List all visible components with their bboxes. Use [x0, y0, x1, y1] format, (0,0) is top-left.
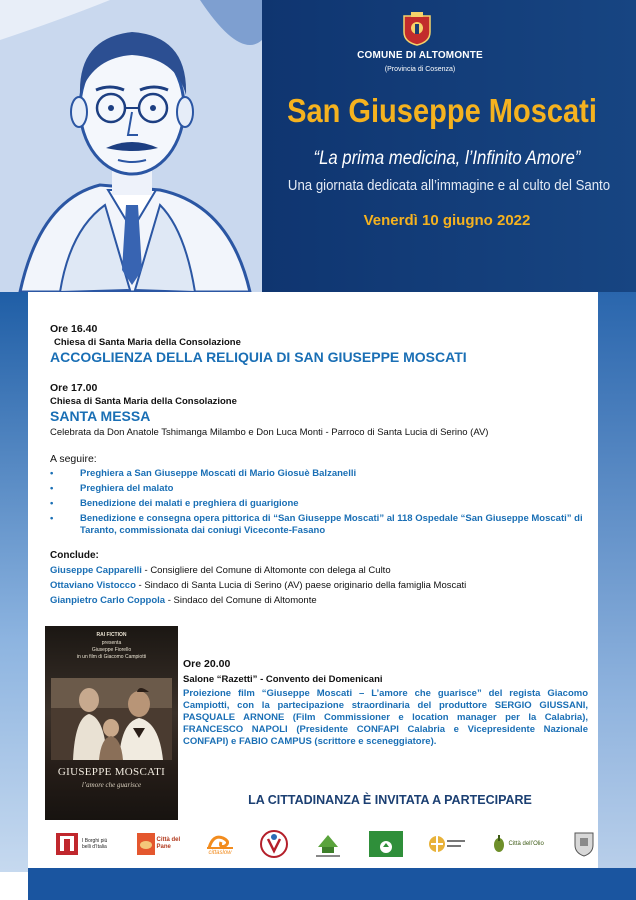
poster-subtitle: l’amore che guarisce — [81, 781, 142, 789]
event3-description: Proiezione film “Giuseppe Moscati – L’amore che guarisce” del regista Giacomo Campiotti, con la partecipazione straordinaria del produttore SERGIO GIUSSANI, PASQUALE ARNONE (Film Commissioner e location manager per la Calabria), FRANCESCO NAPOLI (Presidente CONFAPI Calabria e Vicepresidente Nazionale CONFAPI) e FABIO CAMPUS (scrittore e sceneggiatore). — [183, 688, 588, 747]
invitation-banner: LA CITTADINANZA È INVITATA A PARTECIPARE — [248, 793, 532, 807]
conclude-label: Conclude: — [50, 550, 99, 561]
event2-time: Ore 17.00 — [50, 382, 98, 394]
event2-title: SANTA MESSA — [50, 408, 151, 424]
provincia-label: (Provincia di Cosenza) — [384, 66, 456, 73]
stemma-icon — [573, 829, 595, 859]
bottom-decor-bar — [28, 868, 636, 900]
event1-time: Ore 16.40 — [50, 323, 98, 335]
citta-olio-icon: Città dell’Olio — [492, 829, 549, 859]
emblem-icon — [260, 829, 288, 859]
event3-place: Salone “Razetti” - Convento dei Domenicani — [183, 674, 383, 685]
cittaslow-icon: cittaslow — [205, 829, 235, 859]
comune-name: COMUNE DI ALTOMONTE — [357, 50, 483, 61]
header-banner — [0, 0, 636, 292]
poster-director: in un film di Giacomo Campiotti — [76, 654, 147, 660]
event3-time: Ore 20.00 — [183, 658, 231, 670]
right-decor-bar — [598, 292, 636, 872]
event1-place: Chiesa di Santa Maria della Consolazione — [54, 337, 241, 348]
santuario-icon — [427, 829, 467, 859]
borghi-icon: I Borghi più belli d’Italia — [55, 829, 112, 859]
poster-producer: RAI FICTION — [96, 632, 127, 638]
subtitle: Una giornata dedicata all’immagine e al culto del Santo — [287, 177, 611, 194]
villaggi-icon — [312, 829, 344, 859]
bullet-icon: • — [50, 483, 54, 494]
page-title: San Giuseppe Moscati — [287, 92, 597, 129]
event2-celebrants: Celebrata da Don Anatole Tshimanga Milambo e Don Luca Monti - Parroco di Santa Lucia di Serino (AV) — [50, 427, 489, 438]
motto: “La prima medicina, l’Infinito Amore” — [313, 148, 581, 169]
event2-place: Chiesa di Santa Maria della Consolazione — [50, 396, 237, 407]
poster-presents: presenta — [101, 640, 122, 646]
left-decor-bar — [0, 292, 28, 872]
list-item: Giuseppe Capparelli - Consigliere del Comune di Altomonte con delega al Culto — [50, 565, 391, 576]
header-title-panel — [262, 0, 636, 292]
list-item: Gianpietro Carlo Coppola - Sindaco del Comune di Altomonte — [50, 595, 317, 606]
list-item: • Benedizione e consegna opera pittorica di “San Giuseppe Moscati” al 118 Ospedale “San Giuseppe Moscati” di Taranto, commissionata dai coniugi Viceconte-Fasano — [50, 513, 583, 536]
bullet-icon: • — [50, 513, 54, 524]
bandiera-verde-icon — [369, 829, 403, 859]
list-item: • Preghiera del malato — [50, 483, 174, 494]
list-item: Ottaviano Vistocco - Sindaco di Santa Lucia di Serino (AV) paese originario della famiglia Moscati — [50, 580, 467, 591]
list-item: • Preghiera a San Giuseppe Moscati di Mario Giosuè Balzanelli — [50, 468, 357, 479]
sponsor-logos — [55, 826, 595, 862]
saint-portrait — [0, 0, 262, 292]
bullet-icon: • — [50, 498, 54, 509]
following-list — [50, 468, 590, 540]
event-date: Venerdì 10 giugno 2022 — [363, 212, 531, 229]
conclude-list — [50, 563, 595, 608]
film-poster — [45, 626, 178, 820]
list-item: • Benedizione dei malati e preghiera di guarigione — [50, 498, 299, 509]
following-label: A seguire: — [50, 453, 97, 465]
poster-scene-image — [51, 678, 172, 760]
citta-pane-icon: Città del Pane — [137, 829, 181, 859]
comune-crest-icon — [402, 12, 432, 46]
event1-title: ACCOGLIENZA DELLA RELIQUIA DI SAN GIUSEPPE MOSCATI — [50, 349, 467, 365]
poster-title: GIUSEPPE MOSCATI — [57, 766, 166, 778]
poster-actor: Giuseppe Fiorello — [91, 647, 132, 653]
bullet-icon: • — [50, 468, 54, 479]
